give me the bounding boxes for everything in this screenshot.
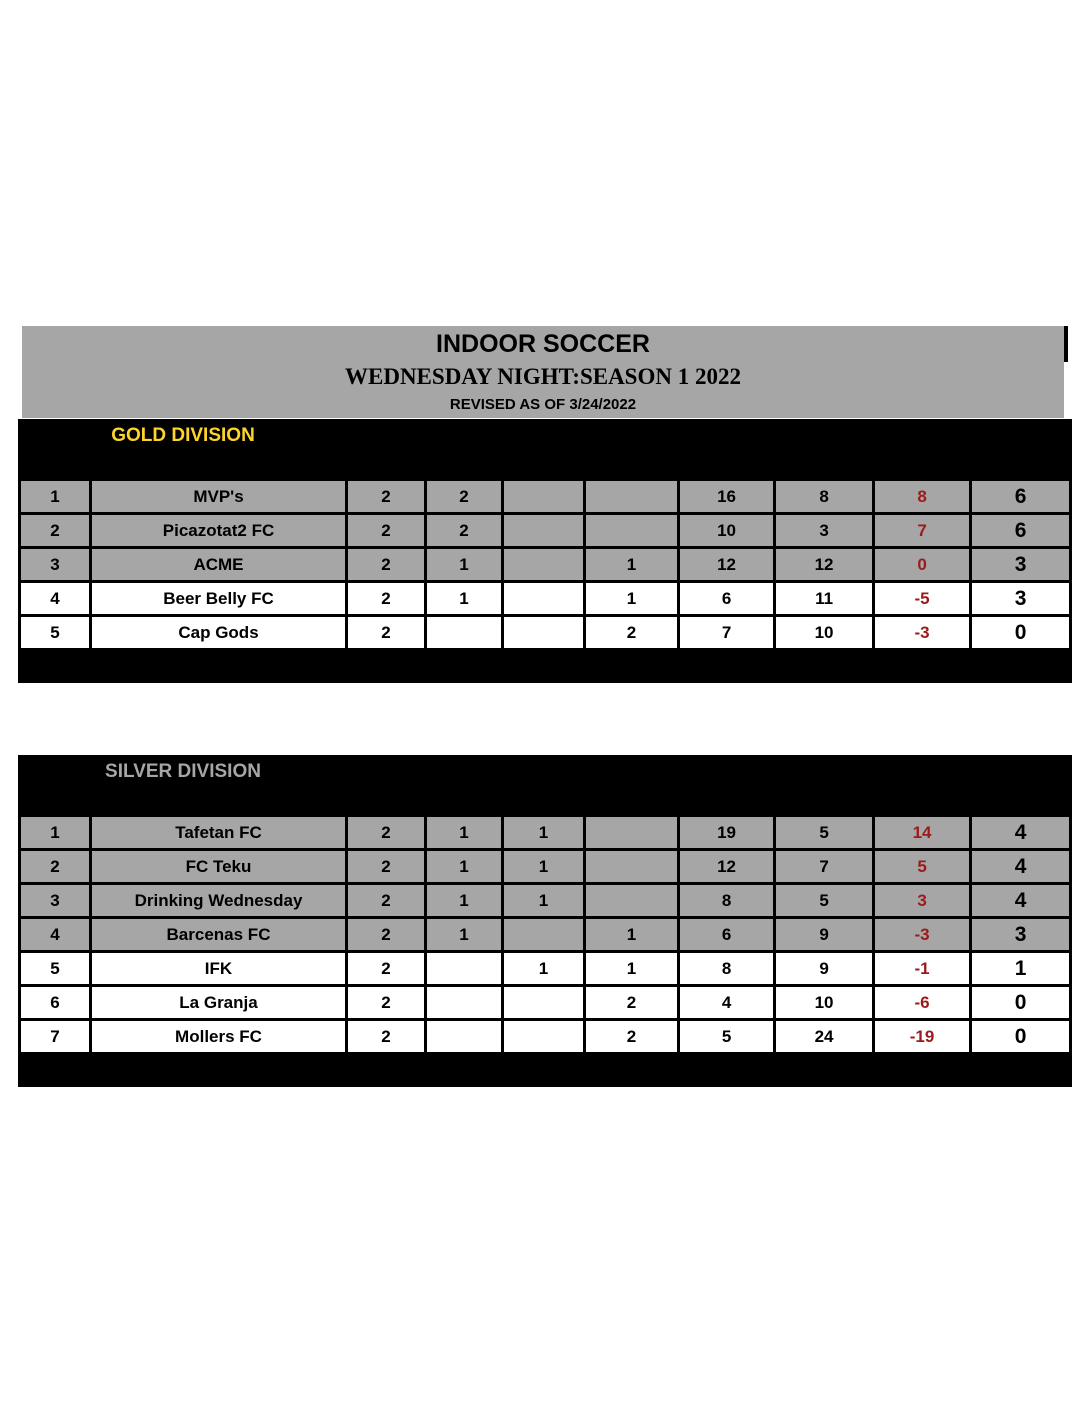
cell-team-name: MVP's [91, 480, 347, 514]
col-points: POINTS [971, 787, 1071, 816]
cell-pos: 3 [20, 884, 91, 918]
cell-goals-against: 9 [775, 952, 874, 986]
col-for: FOR [679, 787, 775, 816]
cell-ties [503, 1020, 585, 1054]
cell-team-name: ACME [91, 548, 347, 582]
cell-goals-against: 11 [775, 582, 874, 616]
table-row [20, 986, 1071, 1020]
cell-wins [426, 952, 503, 986]
column-header-row [20, 787, 1071, 816]
cell-team-name: Cap Gods [91, 616, 347, 650]
cell-points: 6 [971, 514, 1071, 548]
col-for: FOR [679, 451, 775, 480]
cell-goal-diff: 3 [874, 884, 971, 918]
cell-points: 4 [971, 884, 1071, 918]
cell-team-name: Picazotat2 FC [91, 514, 347, 548]
cell-games: 2 [347, 986, 426, 1020]
cell-games: 2 [347, 816, 426, 850]
cell-losses: 1 [585, 952, 679, 986]
title-banner [22, 326, 1064, 418]
cell-goal-diff: -19 [874, 1020, 971, 1054]
cell-team-name: Tafetan FC [91, 816, 347, 850]
cell-team-name: FC Teku [91, 850, 347, 884]
cell-pos: 4 [20, 918, 91, 952]
cell-goals-against: 9 [775, 918, 874, 952]
cell-ties: 1 [503, 952, 585, 986]
col-against: AGAINST [775, 451, 874, 480]
table-row [20, 952, 1071, 986]
cell-pos: 4 [20, 582, 91, 616]
cell-ties [503, 548, 585, 582]
cell-games: 2 [347, 1020, 426, 1054]
col-ties: TIES [503, 451, 585, 480]
cell-ties [503, 918, 585, 952]
cell-losses: 1 [585, 582, 679, 616]
total-header: TOTAL [971, 757, 1071, 787]
cell-goals-against: 5 [775, 884, 874, 918]
table-row [20, 918, 1071, 952]
cell-games: 2 [347, 884, 426, 918]
cell-games: 2 [347, 548, 426, 582]
cell-team-name: Barcenas FC [91, 918, 347, 952]
col-wins: WINS [426, 787, 503, 816]
cell-wins: 1 [426, 918, 503, 952]
cell-pos: 1 [20, 816, 91, 850]
cell-goal-diff: 8 [874, 480, 971, 514]
col-diff: DIFF. [874, 451, 971, 480]
col-ties: TIES [503, 787, 585, 816]
cell-losses: 2 [585, 1020, 679, 1054]
cell-goals-against: 24 [775, 1020, 874, 1054]
footer-row [20, 1054, 1071, 1086]
cell-losses: 2 [585, 616, 679, 650]
cell-ties: 1 [503, 884, 585, 918]
table-row [20, 616, 1071, 650]
col-games: GAMES [347, 451, 426, 480]
cell-points: 0 [971, 616, 1071, 650]
season-record-header: SEASON RECORD [347, 757, 679, 787]
cell-losses [585, 850, 679, 884]
table-row [20, 1020, 1071, 1054]
cell-goals-against: 10 [775, 616, 874, 650]
cell-goals-for: 12 [679, 548, 775, 582]
cell-points: 0 [971, 1020, 1071, 1054]
banner-edge [1064, 326, 1068, 362]
cell-wins: 1 [426, 816, 503, 850]
cell-wins: 1 [426, 850, 503, 884]
cell-losses [585, 884, 679, 918]
goals-header: GOALS [679, 421, 971, 451]
cell-team-name: Beer Belly FC [91, 582, 347, 616]
cell-goals-for: 16 [679, 480, 775, 514]
cell-goals-for: 7 [679, 616, 775, 650]
cell-goal-diff: -3 [874, 616, 971, 650]
cell-goals-for: 19 [679, 816, 775, 850]
cell-points: 4 [971, 850, 1071, 884]
playoff-note: ***HIGHLIGHTED TEAMS REFLECT PLAYOFF SPOTS*** [20, 650, 1071, 682]
cell-ties [503, 986, 585, 1020]
cell-losses: 2 [585, 986, 679, 1020]
goals-header: GOALS [679, 757, 971, 787]
cell-goals-for: 10 [679, 514, 775, 548]
group-header-row [20, 421, 1071, 451]
cell-wins: 2 [426, 480, 503, 514]
col-games: GAMES [347, 787, 426, 816]
footer-row [20, 650, 1071, 682]
table-row [20, 514, 1071, 548]
cell-pos: 2 [20, 514, 91, 548]
col-team-name: TEAM NAME [91, 451, 347, 480]
cell-goals-for: 5 [679, 1020, 775, 1054]
col-diff: DIFF. [874, 787, 971, 816]
cell-goals-against: 7 [775, 850, 874, 884]
col-points: POINTS [971, 451, 1071, 480]
cell-games: 2 [347, 918, 426, 952]
page-title: INDOOR SOCCER [436, 330, 650, 358]
cell-losses [585, 480, 679, 514]
cell-goals-for: 6 [679, 582, 775, 616]
cell-games: 2 [347, 514, 426, 548]
cell-points: 6 [971, 480, 1071, 514]
cell-pos: 6 [20, 986, 91, 1020]
table-row [20, 850, 1071, 884]
cell-wins: 1 [426, 548, 503, 582]
cell-losses [585, 514, 679, 548]
cell-team-name: La Granja [91, 986, 347, 1020]
table-row [20, 816, 1071, 850]
cell-ties [503, 582, 585, 616]
col-losses: LOSSES [585, 451, 679, 480]
cell-goals-for: 8 [679, 884, 775, 918]
column-header-row [20, 451, 1071, 480]
cell-points: 1 [971, 952, 1071, 986]
cell-pos: 7 [20, 1020, 91, 1054]
cell-pos: 5 [20, 952, 91, 986]
cell-ties: 1 [503, 816, 585, 850]
col-pos: POS. [20, 451, 91, 480]
cell-goal-diff: -5 [874, 582, 971, 616]
season-record-header: SEASON RECORD [347, 421, 679, 451]
division-title: GOLD DIVISION [20, 421, 347, 451]
cell-games: 2 [347, 850, 426, 884]
group-header-row [20, 757, 1071, 787]
cell-goal-diff: -6 [874, 986, 971, 1020]
cell-goals-against: 10 [775, 986, 874, 1020]
cell-goals-for: 6 [679, 918, 775, 952]
cell-points: 4 [971, 816, 1071, 850]
cell-games: 2 [347, 616, 426, 650]
cell-pos: 2 [20, 850, 91, 884]
cell-goal-diff: 14 [874, 816, 971, 850]
cell-goal-diff: 0 [874, 548, 971, 582]
page-subtitle: WEDNESDAY NIGHT:SEASON 1 2022 [345, 364, 741, 389]
col-pos: POS. [20, 787, 91, 816]
cell-ties [503, 480, 585, 514]
cell-goals-against: 8 [775, 480, 874, 514]
cell-goals-against: 5 [775, 816, 874, 850]
silver-standings-table [18, 755, 1072, 1087]
cell-games: 2 [347, 952, 426, 986]
playoff-note: ***HIGHLIGHTED TEAMS REFLECT PLAYOFF SPOTS*** [20, 1054, 1071, 1086]
cell-goal-diff: 7 [874, 514, 971, 548]
cell-wins: 1 [426, 884, 503, 918]
cell-team-name: Drinking Wednesday [91, 884, 347, 918]
cell-goal-diff: -1 [874, 952, 971, 986]
cell-wins [426, 1020, 503, 1054]
cell-wins [426, 986, 503, 1020]
cell-goals-for: 12 [679, 850, 775, 884]
cell-team-name: IFK [91, 952, 347, 986]
cell-wins: 2 [426, 514, 503, 548]
col-against: AGAINST [775, 787, 874, 816]
cell-ties: 1 [503, 850, 585, 884]
cell-goals-for: 8 [679, 952, 775, 986]
cell-games: 2 [347, 480, 426, 514]
cell-pos: 5 [20, 616, 91, 650]
cell-pos: 3 [20, 548, 91, 582]
gold-standings-table [18, 419, 1072, 683]
cell-losses: 1 [585, 918, 679, 952]
cell-points: 3 [971, 582, 1071, 616]
table-row [20, 884, 1071, 918]
cell-losses: 1 [585, 548, 679, 582]
col-wins: WINS [426, 451, 503, 480]
cell-goals-against: 12 [775, 548, 874, 582]
cell-points: 3 [971, 918, 1071, 952]
table-row [20, 480, 1071, 514]
table-row [20, 582, 1071, 616]
revised-date: REVISED AS OF 3/24/2022 [449, 396, 637, 413]
cell-points: 0 [971, 986, 1071, 1020]
cell-losses [585, 816, 679, 850]
cell-goals-for: 4 [679, 986, 775, 1020]
cell-wins: 1 [426, 582, 503, 616]
cell-games: 2 [347, 582, 426, 616]
col-team-name: TEAM NAME [91, 787, 347, 816]
cell-goals-against: 3 [775, 514, 874, 548]
col-losses: LOSSES [585, 787, 679, 816]
cell-wins [426, 616, 503, 650]
table-row [20, 548, 1071, 582]
total-header: TOTAL [971, 421, 1071, 451]
cell-team-name: Mollers FC [91, 1020, 347, 1054]
cell-points: 3 [971, 548, 1071, 582]
cell-goal-diff: -3 [874, 918, 971, 952]
cell-pos: 1 [20, 480, 91, 514]
cell-ties [503, 514, 585, 548]
division-title: SILVER DIVISION [20, 757, 347, 787]
cell-goal-diff: 5 [874, 850, 971, 884]
cell-ties [503, 616, 585, 650]
